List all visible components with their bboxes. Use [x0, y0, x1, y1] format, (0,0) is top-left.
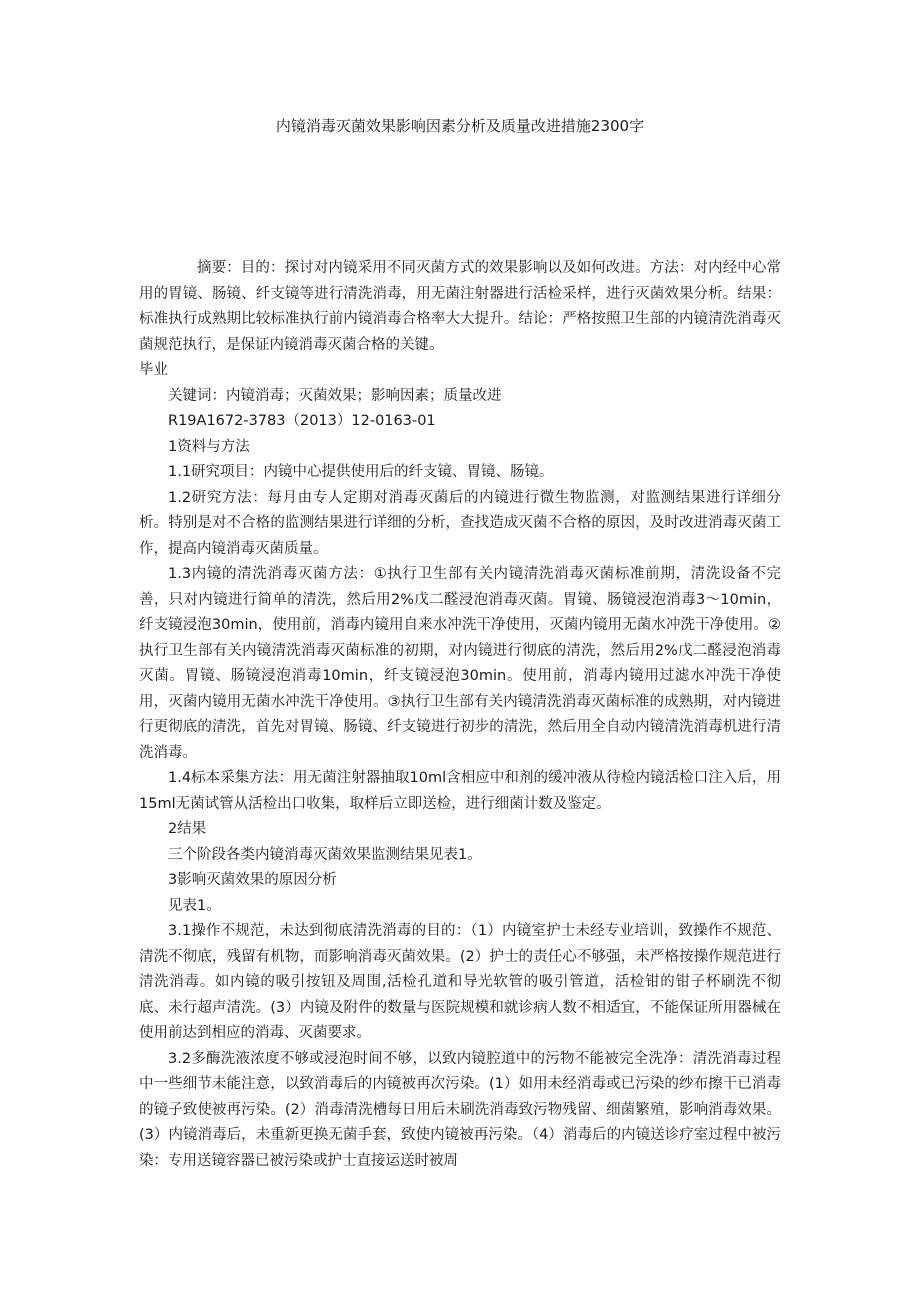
keywords-line: 关键词：内镜消毒；灭菌效果；影响因素；质量改进: [168, 387, 502, 404]
section-1-4-paragraph: 1.4标本采集方法：用无菌注射器抽取10ml含相应中和剂的缓冲液从待检内镜活检口注入后，用15ml无菌试管从活检出口收集，取样后立即送检，进行细菌计数及鉴定。: [139, 770, 781, 812]
section-2-heading: 2结果: [168, 821, 207, 837]
section-1-heading: 1资料与方法: [168, 438, 250, 455]
abstract-paragraph: 摘要：目的：探讨对内镜采用不同灭菌方式的效果影响以及如何改进。方法：对内经中心常用的胃镜、肠镜、纤支镜等进行清洗消毒，用无菌注射器进行活检采样，进行灭菌效果分析。结果：标准执行成熟期比较标准执行前内镜消毒合格率大大提升。结论：严格按照卫生部的内镜清洗消毒灭菌规范执行，是保证内镜消毒灭菌合格的关键。: [139, 260, 781, 353]
document-body: [139, 256, 781, 1174]
classification-line: R19A1672-3783（2013）12-0163-01: [168, 413, 436, 429]
section-1-2-paragraph: 1.2研究方法：每月由专人定期对消毒灭菌后的内镜进行微生物监测，对监测结果进行详细分析。特别是对不合格的监测结果进行详细的分析，查找造成灭菌不合格的原因，及时改进消毒灭菌工作，提高内镜消毒灭菌质量。: [139, 489, 781, 557]
section-1-3-paragraph: 1.3内镜的清洗消毒灭菌方法：①执行卫生部有关内镜清洗消毒灭菌标准前期，清洗设备不完善，只对内镜进行简单的清洗，然后用2%戊二醛浸泡消毒灭菌。胃镜、肠镜浸泡消毒3～10min，纤支镜浸泡30min，使用前，消毒内镜用自来水冲洗干净使用，灭菌内镜用无菌水冲洗干净使用。②执行卫生部有关内镜清洗消毒灭菌标准的初期，对内镜进行彻底的清洗，然后用2%戊二醛浸泡消毒灭菌。胃镜、肠镜浸泡消毒10min，纤支镜浸泡30min。使用前，消毒内镜用过滤水冲洗干净使用，灭菌内镜用无菌水冲洗干净使用。③执行卫生部有关内镜清洗消毒灭菌标准的成熟期，对内镜进行更彻底的清洗，首先对胃镜、肠镜、纤支镜进行初步的清洗，然后用全自动内镜清洗消毒机进行清洗消毒。: [139, 566, 781, 761]
document-title: 内镜消毒灭菌效果影响因素分析及质量改进措施2300字: [275, 117, 645, 135]
section-2-paragraph: 三个阶段各类内镜消毒灭菌效果监测结果见表1。: [168, 846, 482, 863]
table-reference-line: 见表1。: [168, 897, 221, 914]
section-3-2-paragraph: 3.2多酶洗液浓度不够或浸泡时间不够，以致内镜腔道中的污物不能被完全洗净：清洗消毒过程中一些细节未能注意，以致消毒后的内镜被再次污染。(1）如用未经消毒或已污染的纱布擦干已消毒的镜子致使被再污染。(2）消毒清洗槽每日用后未刷洗消毒致污物残留、细菌繁殖，影响消毒效果。(3）内镜消毒后，未重新更换无菌手套，致使内镜被再污染。（4）消毒后的内镜送诊疗室过程中被污染：专用送镜容器已被污染或护士直接运送时被周: [139, 1050, 781, 1169]
section-1-1-paragraph: 1.1研究项目：内镜中心提供使用后的纤支镜、胃镜、肠镜。: [168, 464, 554, 480]
section-3-heading: 3影响灭菌效果的原因分析: [168, 872, 337, 888]
section-3-1-paragraph: 3.1操作不规范，未达到彻底清洗消毒的目的：（1）内镜室护士未经专业培训，致操作不规范、清洗不彻底，残留有机物，而影响消毒灭菌效果。(2）护士的责任心不够强，未严格按操作规范进行清洗消毒。如内镜的吸引按钮及周围,活检孔道和导光软管的吸引管道，活检钳的钳子杯刷洗不彻底、未行超声清洗。(3）内镜及附件的数量与医院规模和就诊病人数不相适宜，不能保证所用器械在使用前达到相应的消毒、灭菌要求。: [139, 923, 781, 1041]
label-biye: 毕业: [139, 362, 168, 378]
